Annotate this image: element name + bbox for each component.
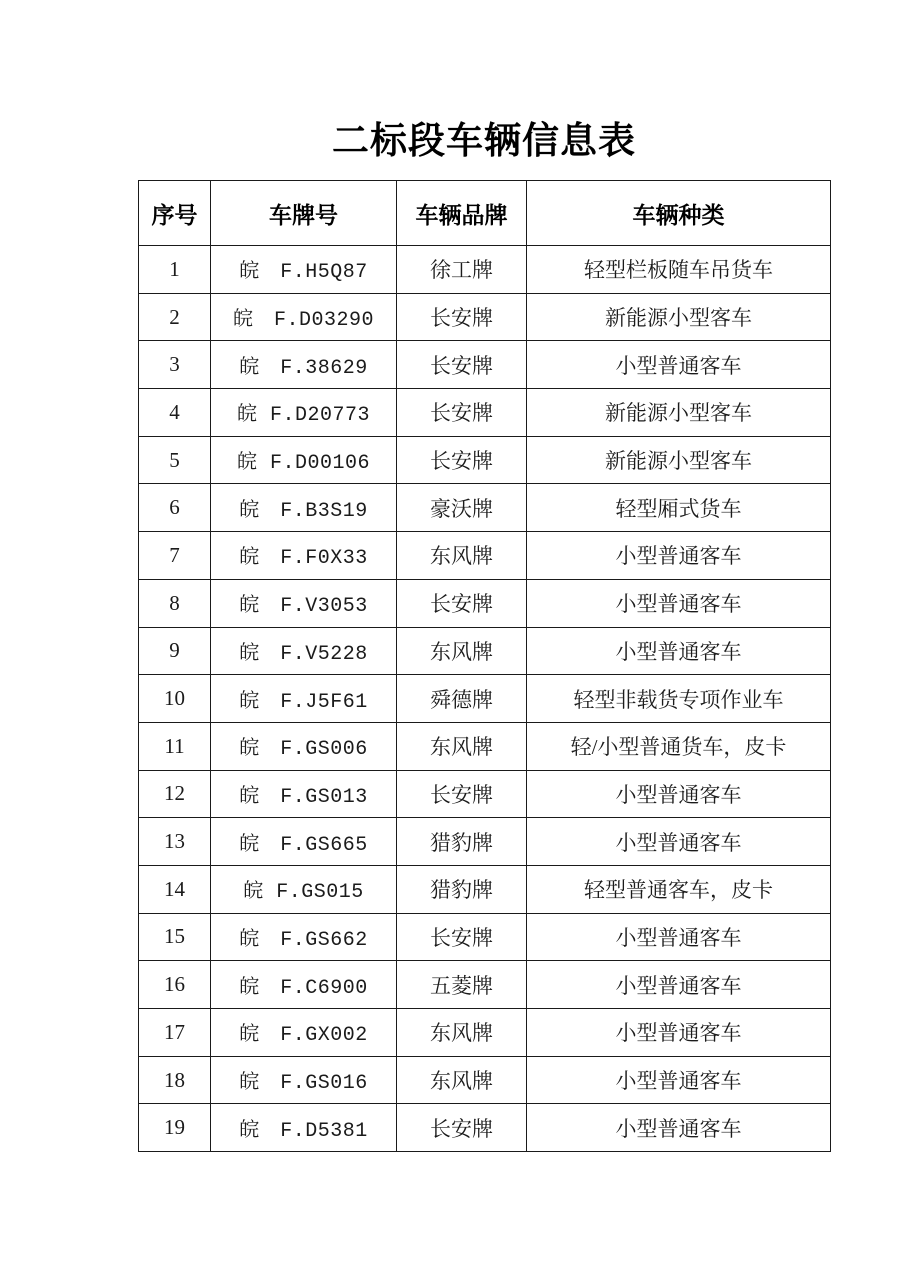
cell-serial-number: 3	[139, 341, 211, 389]
cell-vehicle-brand: 长安牌	[397, 913, 527, 961]
cell-license-plate: 皖 F.V5228	[211, 627, 397, 675]
cell-serial-number: 15	[139, 913, 211, 961]
cell-vehicle-brand: 五菱牌	[397, 961, 527, 1009]
cell-vehicle-type: 轻/小型普通货车，皮卡	[527, 722, 831, 770]
cell-serial-number: 17	[139, 1009, 211, 1057]
cell-serial-number: 12	[139, 770, 211, 818]
cell-license-plate: 皖 F.GS013	[211, 770, 397, 818]
table-row	[139, 675, 831, 723]
cell-vehicle-brand: 长安牌	[397, 389, 527, 437]
table-row	[139, 293, 831, 341]
table-row	[139, 436, 831, 484]
cell-license-plate: 皖 F.GX002	[211, 1009, 397, 1057]
cell-serial-number: 18	[139, 1056, 211, 1104]
cell-vehicle-brand: 舜德牌	[397, 675, 527, 723]
table-body	[139, 246, 831, 1152]
table-row	[139, 532, 831, 580]
cell-vehicle-type: 小型普通客车	[527, 532, 831, 580]
cell-vehicle-brand: 豪沃牌	[397, 484, 527, 532]
cell-license-plate: 皖 F.J5F61	[211, 675, 397, 723]
cell-vehicle-brand: 长安牌	[397, 436, 527, 484]
table-row	[139, 484, 831, 532]
cell-license-plate: 皖 F.F0X33	[211, 532, 397, 580]
cell-license-plate: 皖 F.GS015	[211, 865, 397, 913]
cell-vehicle-type: 小型普通客车	[527, 1056, 831, 1104]
cell-serial-number: 10	[139, 675, 211, 723]
cell-vehicle-brand: 长安牌	[397, 341, 527, 389]
cell-license-plate: 皖 F.V3053	[211, 579, 397, 627]
cell-serial-number: 6	[139, 484, 211, 532]
table-row	[139, 627, 831, 675]
cell-license-plate: 皖 F.D00106	[211, 436, 397, 484]
table-row	[139, 770, 831, 818]
cell-vehicle-type: 轻型普通客车，皮卡	[527, 865, 831, 913]
table-row	[139, 389, 831, 437]
cell-vehicle-brand: 长安牌	[397, 770, 527, 818]
cell-vehicle-type: 小型普通客车	[527, 961, 831, 1009]
cell-vehicle-type: 小型普通客车	[527, 1104, 831, 1152]
cell-vehicle-type: 小型普通客车	[527, 818, 831, 866]
table-row	[139, 865, 831, 913]
cell-vehicle-type: 轻型栏板随车吊货车	[527, 246, 831, 294]
cell-serial-number: 7	[139, 532, 211, 580]
cell-license-plate: 皖 F.GS665	[211, 818, 397, 866]
cell-license-plate: 皖 F.D03290	[211, 293, 397, 341]
cell-serial-number: 14	[139, 865, 211, 913]
table-row	[139, 722, 831, 770]
cell-vehicle-brand: 长安牌	[397, 1104, 527, 1152]
cell-vehicle-type: 新能源小型客车	[527, 293, 831, 341]
cell-vehicle-type: 小型普通客车	[527, 913, 831, 961]
cell-vehicle-brand: 东风牌	[397, 627, 527, 675]
table-header-row	[139, 181, 831, 246]
table-row	[139, 1056, 831, 1104]
cell-vehicle-brand: 东风牌	[397, 722, 527, 770]
cell-vehicle-type: 小型普通客车	[527, 341, 831, 389]
table-row	[139, 246, 831, 294]
cell-vehicle-brand: 东风牌	[397, 1009, 527, 1057]
cell-vehicle-brand: 长安牌	[397, 293, 527, 341]
cell-license-plate: 皖 F.GS006	[211, 722, 397, 770]
cell-license-plate: 皖 F.GS662	[211, 913, 397, 961]
table-row	[139, 818, 831, 866]
cell-license-plate: 皖 F.H5Q87	[211, 246, 397, 294]
cell-vehicle-brand: 徐工牌	[397, 246, 527, 294]
cell-serial-number: 2	[139, 293, 211, 341]
cell-serial-number: 13	[139, 818, 211, 866]
cell-license-plate: 皖 F.B3S19	[211, 484, 397, 532]
cell-vehicle-type: 小型普通客车	[527, 627, 831, 675]
table-row	[139, 1104, 831, 1152]
cell-serial-number: 5	[139, 436, 211, 484]
header-brand: 车辆品牌	[397, 181, 527, 246]
header-no: 序号	[139, 181, 211, 246]
cell-vehicle-type: 轻型厢式货车	[527, 484, 831, 532]
table-row	[139, 913, 831, 961]
cell-vehicle-type: 轻型非载货专项作业车	[527, 675, 831, 723]
table-row	[139, 961, 831, 1009]
cell-license-plate: 皖 F.38629	[211, 341, 397, 389]
cell-vehicle-brand: 东风牌	[397, 1056, 527, 1104]
cell-vehicle-type: 新能源小型客车	[527, 436, 831, 484]
cell-license-plate: 皖 F.C6900	[211, 961, 397, 1009]
cell-vehicle-type: 小型普通客车	[527, 770, 831, 818]
page-title: 二标段车辆信息表	[332, 121, 636, 162]
cell-serial-number: 1	[139, 246, 211, 294]
cell-vehicle-brand: 猎豹牌	[397, 865, 527, 913]
cell-serial-number: 9	[139, 627, 211, 675]
cell-license-plate: 皖 F.GS016	[211, 1056, 397, 1104]
cell-vehicle-brand: 东风牌	[397, 532, 527, 580]
header-type: 车辆种类	[527, 181, 831, 246]
cell-serial-number: 16	[139, 961, 211, 1009]
cell-vehicle-type: 新能源小型客车	[527, 389, 831, 437]
cell-license-plate: 皖 F.D20773	[211, 389, 397, 437]
table-row	[139, 579, 831, 627]
cell-serial-number: 8	[139, 579, 211, 627]
table-row	[139, 1009, 831, 1057]
cell-vehicle-type: 小型普通客车	[527, 1009, 831, 1057]
cell-serial-number: 19	[139, 1104, 211, 1152]
cell-vehicle-type: 小型普通客车	[527, 579, 831, 627]
cell-vehicle-brand: 猎豹牌	[397, 818, 527, 866]
cell-license-plate: 皖 F.D5381	[211, 1104, 397, 1152]
cell-vehicle-brand: 长安牌	[397, 579, 527, 627]
cell-serial-number: 11	[139, 722, 211, 770]
table-row	[139, 341, 831, 389]
vehicle-info-table	[138, 180, 831, 1152]
header-plate: 车牌号	[211, 181, 397, 246]
cell-serial-number: 4	[139, 389, 211, 437]
